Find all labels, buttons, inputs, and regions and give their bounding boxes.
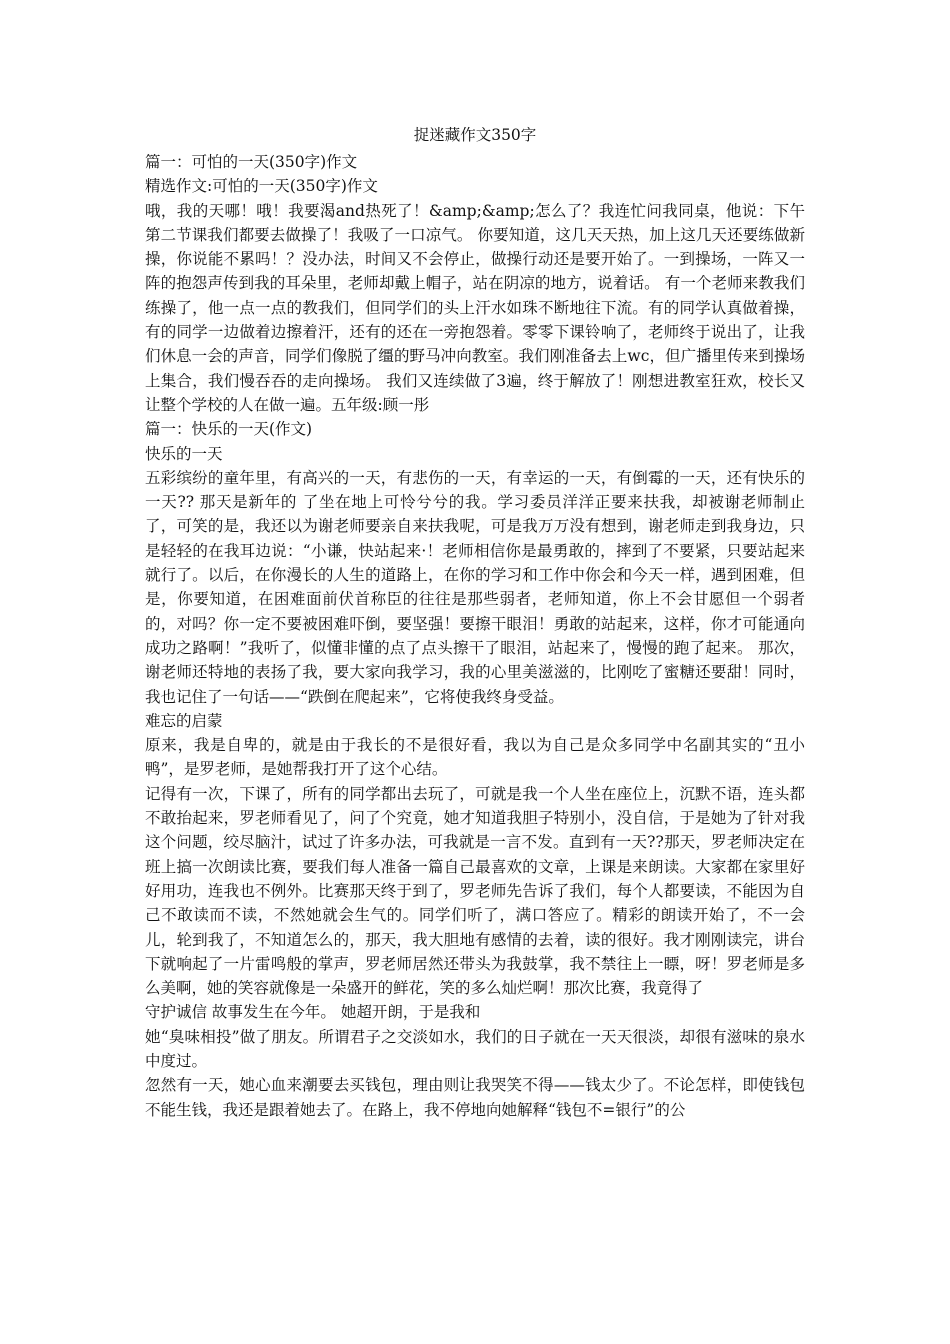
- document-body: [145, 150, 805, 1122]
- section-heading: 快乐的一天: [145, 444, 223, 463]
- body-paragraph: 哦，我的天哪！哦！我要渴and热死了！&amp;&amp;怎么了？我连忙问我同桌，他说：下午第二节课我们都要去做操了！我吸了一口凉气。 你要知道，这几天天热，加上这几天还要练做新操，你说能不累吗！？没办法，时间又不会停止，做操行动还是要开始了。一到操场，一阵又一阵的抱怨声传到我的耳朵里，老师却戴上帽子，站在阴凉的地方，说着话。 有一个老师来教我们练操了，他一点一点的教我们，但同学们的头上汗水如珠不断地往下流。有的同学认真做着操，有的同学一边做着边擦着汗，还有的还在一旁抱怨着。零零下课铃响了，老师终于说出了，让我们休息一会的声音，同学们像脱了缰的野马冲向教室。我们刚准备去上wc，但广播里传来到操场上集合，我们慢吞吞的走向操场。 我们又连续做了3遍，终于解放了！刚想进教室狂欢，校长又让整个学校的人在做一遍。五年级:顾一彤: [145, 201, 805, 414]
- section-heading: 篇一：可怕的一天(350字)作文: [145, 153, 358, 171]
- body-paragraph: 忽然有一天，她心血来潮要去买钱包，理由则让我哭笑不得——钱太少了。不论怎样，即使钱包不能生钱，我还是跟着她去了。在路上，我不停地向她解释“钱包不=银行”的公: [145, 1076, 805, 1119]
- section-heading: 守护诚信 故事发生在今年。 她超开朗，于是我和: [145, 1003, 481, 1022]
- section-heading: 篇一：快乐的一天(作文): [145, 420, 313, 439]
- document-title: 捉迷藏作文350字: [413, 126, 537, 144]
- section-heading: 精选作文:可怕的一天(350字)作文: [145, 177, 378, 196]
- section-heading: 难忘的启蒙: [145, 711, 223, 730]
- body-paragraph: 原来，我是自卑的，就是由于我长的不是很好看，我以为自己是众多同学中名副其实的“丑小鸭”，是罗老师，是她帮我打开了这个心结。: [145, 736, 805, 779]
- body-paragraph: 五彩缤纷的童年里，有高兴的一天，有悲伤的一天，有幸运的一天，有倒霉的一天，还有快乐的一天?? 那天是新年的 了坐在地上可怜兮兮的我。学习委员洋洋正要来扶我，却被谢老师制止了，可笑的是，我还以为谢老师要亲自来扶我呢，可是我万万没有想到，谢老师走到我身边，只是轻轻的在我耳边说：“小谦，快站起来·！老师相信你是最勇敢的，摔到了不要紧，只要站起来就行了。以后，在你漫长的人生的道路上，在你的学习和工作中你会和今天一样，遇到困难，但是，你要知道，在困难面前伏首称臣的往往是那些弱者，老师知道，你上不会甘愿但一个弱者的，对吗？你一定不要被困难吓倒，要坚强！要擦干眼泪！勇敢的站起来，这样，你才可能通向成功之路啊！”我听了，似懂非懂的点了点头擦干了眼泪，站起来了，慢慢的跑了起来。 那次，谢老师还特地的表扬了我，要大家向我学习，我的心里美滋滋的，比刚吃了蜜糖还要甜！同时，我也记住了一句话——“跌倒在爬起来”，它将使我终身受益。: [145, 468, 805, 706]
- body-paragraph: 记得有一次，下课了，所有的同学都出去玩了，可就是我一个人坐在座位上，沉默不语，连头都不敢抬起来，罗老师看见了，问了个究竟，她才知道我胆子特别小，没自信，于是她为了针对我这个问题，绞尽脑汁，试过了许多办法，可我就是一言不发。直到有一天??那天，罗老师决定在班上搞一次朗读比赛，要我们每人准备一篇自己最喜欢的文章，上课是来朗读。大家都在家里好好用功，连我也不例外。比赛那天终于到了，罗老师先告诉了我们，每个人都要读，不能因为自己不敢读而不读，不然她就会生气的。同学们听了，满口答应了。精彩的朗读开始了，不一会儿，轮到我了，不知道怎么的，那天，我大胆地有感情的去着，读的很好。我才刚刚读完，讲台下就响起了一片雷鸣般的掌声，罗老师居然还带头为我鼓掌，我不禁往上一瞟，呀！罗老师是多么美啊，她的笑容就像是一朵盛开的鲜花，笑的多么灿烂啊！那次比赛，我竟得了: [145, 784, 805, 998]
- body-paragraph: 她“臭味相投”做了朋友。所谓君子之交淡如水，我们的日子就在一天天很淡，却很有滋味的泉水中度过。: [145, 1027, 805, 1070]
